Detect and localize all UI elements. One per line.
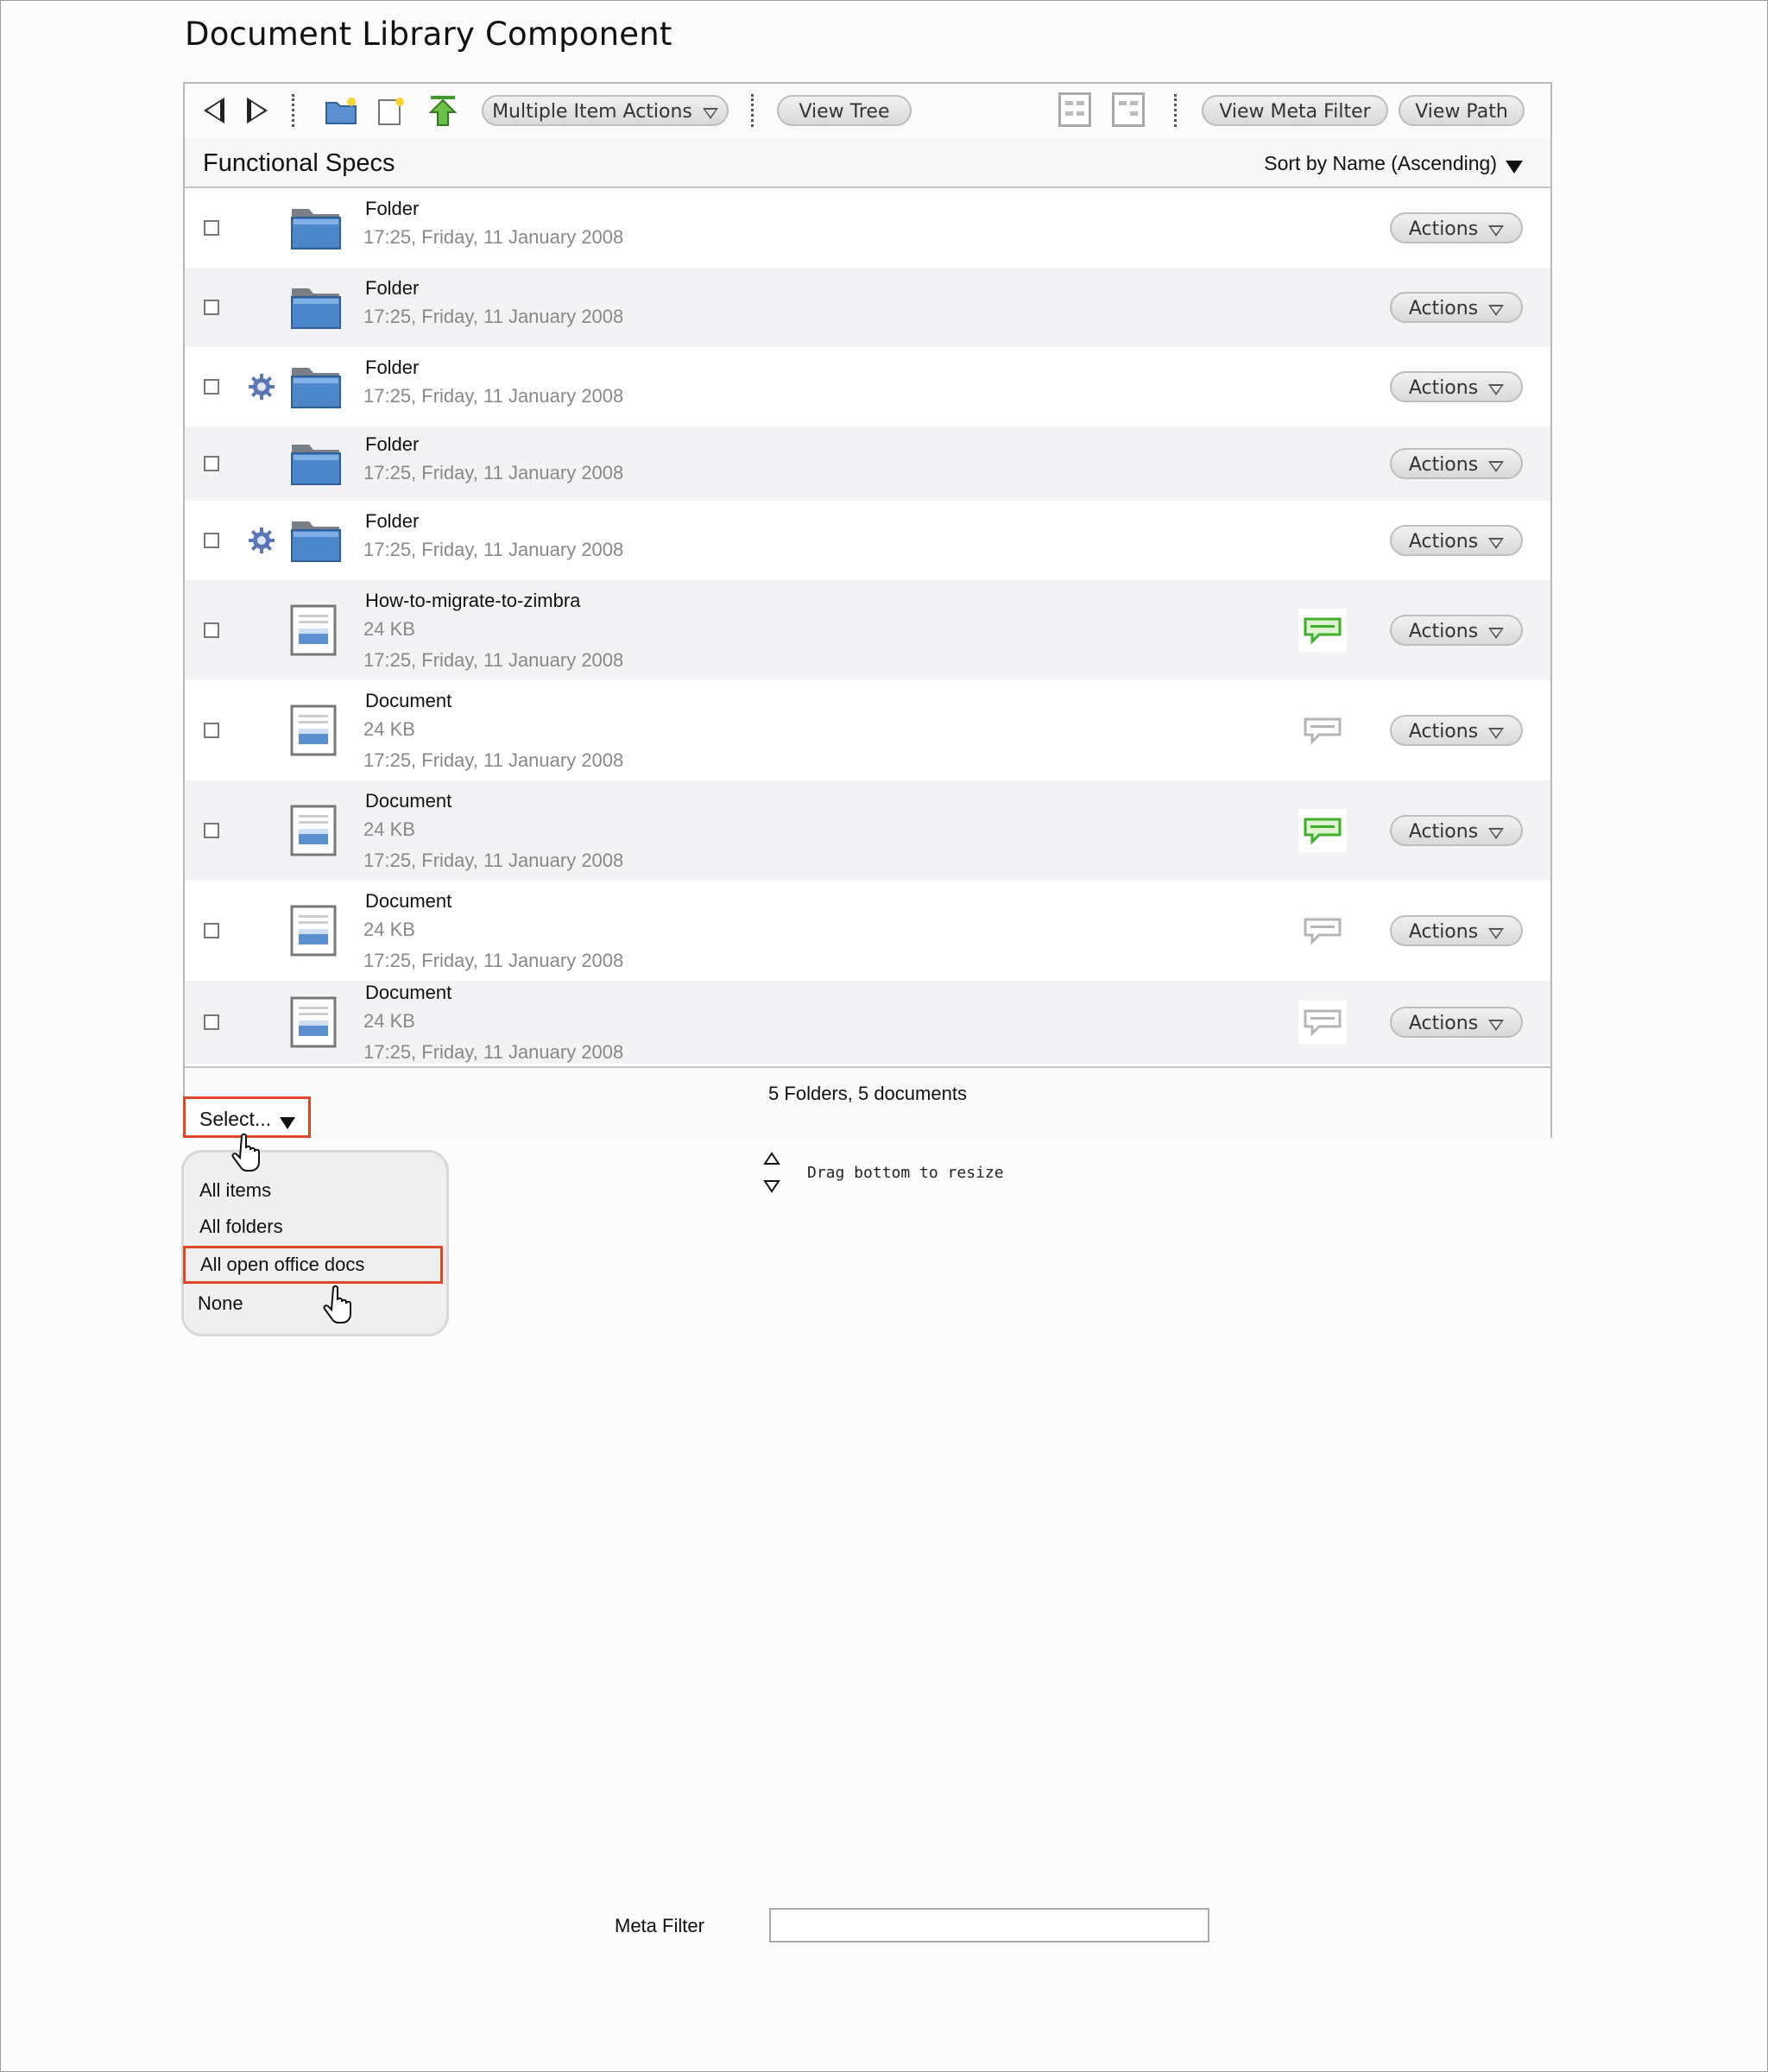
- multiple-item-actions-button[interactable]: [482, 95, 729, 126]
- actions-button[interactable]: [1390, 615, 1523, 646]
- folder-icon: [290, 518, 342, 563]
- list-item[interactable]: [185, 881, 1550, 981]
- folder-icon: [290, 364, 342, 409]
- view-tree-button[interactable]: View Tree: [777, 95, 912, 126]
- list-item[interactable]: [185, 347, 1550, 426]
- list-item[interactable]: [185, 680, 1550, 780]
- resize-arrows-icon[interactable]: [763, 1152, 780, 1193]
- item-title[interactable]: Document: [365, 790, 452, 812]
- item-title[interactable]: Folder: [365, 357, 420, 378]
- meta-filter-input[interactable]: [769, 1908, 1209, 1942]
- actions-label: Actions: [1408, 531, 1479, 553]
- actions-button[interactable]: [1390, 371, 1523, 402]
- item-date: 17:25, Friday, 11 January 2008: [363, 1041, 624, 1063]
- toolbar: [185, 84, 1550, 140]
- select-checkbox[interactable]: [204, 456, 219, 471]
- select-checkbox[interactable]: [204, 622, 219, 638]
- page-title: Document Library Component: [185, 16, 672, 53]
- item-title[interactable]: Document: [365, 982, 452, 1003]
- new-folder-icon[interactable]: [325, 96, 357, 125]
- item-date: 17:25, Friday, 11 January 2008: [363, 950, 624, 971]
- select-checkbox[interactable]: [204, 300, 219, 315]
- chevron-down-icon: [1488, 461, 1504, 472]
- actions-label: Actions: [1408, 921, 1479, 943]
- item-date: 17:25, Friday, 11 January 2008: [363, 462, 624, 483]
- item-title[interactable]: Folder: [365, 433, 420, 455]
- item-date: 17:25, Friday, 11 January 2008: [363, 749, 624, 771]
- list-item[interactable]: [185, 501, 1550, 580]
- item-date: 17:25, Friday, 11 January 2008: [363, 649, 624, 671]
- item-date: 17:25, Friday, 11 January 2008: [363, 539, 624, 560]
- select-checkbox[interactable]: [204, 379, 219, 395]
- select-checkbox[interactable]: [204, 220, 219, 236]
- sort-label: Sort by Name (Ascending): [1264, 152, 1497, 174]
- select-menu-item-all-open-office-docs[interactable]: All open office docs: [183, 1246, 443, 1284]
- item-title[interactable]: Document: [365, 890, 452, 912]
- view-meta-filter-button[interactable]: View Meta Filter: [1202, 95, 1388, 126]
- back-arrow-icon[interactable]: [204, 98, 224, 123]
- toolbar-divider: [751, 94, 754, 127]
- document-icon: [290, 805, 337, 856]
- document-icon: [290, 704, 337, 756]
- list-item[interactable]: [185, 981, 1550, 1064]
- comment-icon[interactable]: [1298, 609, 1347, 652]
- comment-icon[interactable]: [1298, 709, 1347, 752]
- sort-dropdown[interactable]: [1264, 152, 1523, 175]
- toolbar-divider: [292, 94, 294, 127]
- actions-button[interactable]: [1390, 212, 1523, 243]
- select-menu-item-all-items[interactable]: All items: [199, 1179, 272, 1201]
- upload-icon[interactable]: [428, 94, 458, 127]
- item-title[interactable]: Folder: [365, 198, 420, 219]
- select-menu: [181, 1150, 449, 1336]
- actions-button[interactable]: [1390, 448, 1523, 479]
- folder-icon: [290, 285, 342, 330]
- settings-gear-icon[interactable]: [248, 527, 275, 554]
- item-size: 24 KB: [363, 618, 415, 640]
- actions-label: Actions: [1408, 721, 1479, 742]
- view-path-button[interactable]: View Path: [1399, 95, 1525, 126]
- resize-hint: Drag bottom to resize: [807, 1164, 1004, 1182]
- item-title[interactable]: Document: [365, 690, 452, 711]
- library-title-bar: [185, 138, 1550, 188]
- actions-label: Actions: [1408, 1013, 1479, 1034]
- select-checkbox[interactable]: [204, 823, 219, 838]
- multiple-item-actions-label: Multiple Item Actions: [492, 101, 692, 123]
- chevron-down-icon: [1488, 538, 1504, 549]
- actions-label: Actions: [1408, 621, 1479, 642]
- actions-button[interactable]: [1390, 915, 1523, 946]
- item-date: 17:25, Friday, 11 January 2008: [363, 385, 624, 407]
- actions-button[interactable]: [1390, 1007, 1523, 1038]
- item-size: 24 KB: [363, 919, 415, 940]
- actions-label: Actions: [1408, 218, 1479, 240]
- item-date: 17:25, Friday, 11 January 2008: [363, 850, 624, 871]
- chevron-down-icon: [1488, 628, 1504, 639]
- chevron-down-icon: [1488, 305, 1504, 316]
- chevron-down-icon: [703, 108, 718, 119]
- chevron-down-icon: [1488, 225, 1504, 237]
- forward-arrow-icon[interactable]: [247, 98, 268, 123]
- actions-button[interactable]: [1390, 292, 1523, 323]
- actions-label: Actions: [1408, 454, 1479, 476]
- list-item[interactable]: [185, 268, 1550, 347]
- settings-gear-icon[interactable]: [248, 373, 275, 401]
- chevron-down-icon: [1488, 1020, 1504, 1031]
- chevron-down-icon: [1488, 384, 1504, 395]
- meta-filter-label: Meta Filter: [615, 1915, 704, 1936]
- list-item[interactable]: [185, 426, 1550, 501]
- document-library-panel: [183, 82, 1552, 1138]
- hand-cursor-icon: [323, 1285, 357, 1326]
- chevron-down-icon: [1488, 928, 1504, 939]
- folder-icon: [290, 205, 342, 250]
- new-document-icon[interactable]: [376, 96, 406, 127]
- item-count-summary: 5 Folders, 5 documents: [768, 1083, 967, 1104]
- item-size: 24 KB: [363, 718, 415, 740]
- item-title[interactable]: Folder: [365, 277, 420, 299]
- item-date: 17:25, Friday, 11 January 2008: [363, 306, 624, 327]
- hand-cursor-icon: [231, 1133, 266, 1174]
- actions-button[interactable]: [1390, 525, 1523, 556]
- select-dropdown-button[interactable]: [183, 1096, 311, 1138]
- chevron-down-icon: [1488, 828, 1504, 839]
- select-menu-item-none[interactable]: None: [198, 1292, 243, 1314]
- select-menu-item-all-folders[interactable]: All folders: [199, 1216, 283, 1237]
- document-icon: [290, 604, 337, 656]
- list-item[interactable]: [185, 780, 1550, 881]
- chevron-down-icon: [1488, 728, 1504, 739]
- library-name: Functional Specs: [203, 149, 395, 177]
- select-checkbox[interactable]: [204, 923, 219, 938]
- select-checkbox[interactable]: [204, 1014, 219, 1030]
- item-date: 17:25, Friday, 11 January 2008: [363, 226, 624, 248]
- folder-icon: [290, 441, 342, 486]
- list-view-icon[interactable]: [1058, 92, 1091, 127]
- comment-icon[interactable]: [1298, 909, 1347, 952]
- list-item[interactable]: [185, 188, 1550, 268]
- chevron-down-icon: [1506, 161, 1523, 174]
- actions-label: Actions: [1408, 298, 1479, 319]
- detail-view-icon[interactable]: [1112, 92, 1145, 127]
- actions-label: Actions: [1408, 377, 1479, 399]
- list-item[interactable]: [185, 580, 1550, 680]
- document-icon: [290, 996, 337, 1048]
- actions-button[interactable]: [1390, 715, 1523, 746]
- item-title[interactable]: How-to-migrate-to-zimbra: [365, 590, 581, 611]
- select-checkbox[interactable]: [204, 533, 219, 548]
- select-label: Select...: [199, 1108, 272, 1130]
- select-checkbox[interactable]: [204, 723, 219, 738]
- list-footer: [185, 1066, 1550, 1140]
- item-size: 24 KB: [363, 1010, 415, 1032]
- comment-icon[interactable]: [1298, 809, 1347, 852]
- comment-icon[interactable]: [1298, 1001, 1347, 1044]
- actions-label: Actions: [1408, 821, 1479, 843]
- item-title[interactable]: Folder: [365, 510, 420, 532]
- actions-button[interactable]: [1390, 815, 1523, 846]
- toolbar-divider: [1174, 94, 1177, 127]
- item-size: 24 KB: [363, 818, 415, 840]
- document-icon: [290, 905, 337, 957]
- chevron-down-icon: [280, 1117, 295, 1129]
